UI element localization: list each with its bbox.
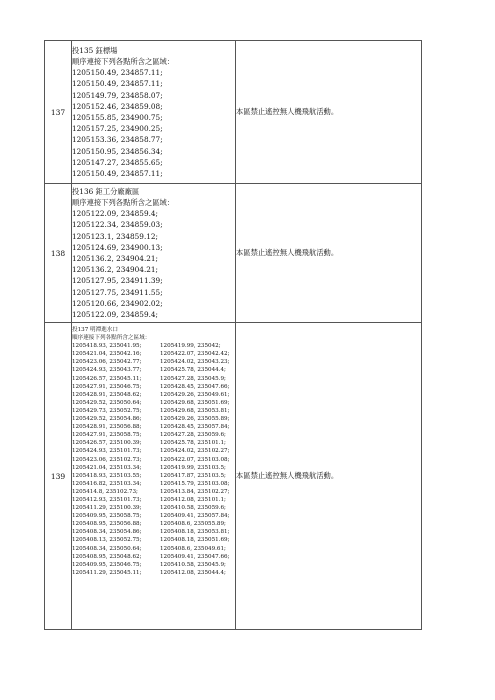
coordinate-point: 1205417.87, 235103.5; <box>160 472 226 479</box>
coordinate-point: 1205157.25, 234900.25; <box>72 124 163 134</box>
coordinate-point: 1205408.6, 235055.89; <box>160 521 226 528</box>
row-number: 137 <box>45 41 72 184</box>
area-name: 投135 鈺標場 <box>72 45 118 55</box>
coordinate-point: 1205419.99, 235103.5; <box>160 464 226 471</box>
coordinate-point: 1205427.28, 235059.6; <box>160 432 226 439</box>
coordinate-point: 1205423.06, 235042.77; <box>72 359 142 366</box>
coordinate-point: 1205422.07, 235042.42; <box>160 351 230 358</box>
row-number: 138 <box>45 184 72 323</box>
coordinate-point: 1205150.95, 234856.34; <box>72 146 163 156</box>
coordinate-point: 1205428.45, 235047.66; <box>160 383 230 390</box>
coordinate-point: 1205422.07, 235103.08; <box>160 456 230 463</box>
coordinate-point: 1205409.95, 235046.75; <box>72 561 142 568</box>
coordinate-point: 1205122.34, 234859.03; <box>72 220 163 230</box>
coordinate-point: 1205424.93, 235043.77; <box>72 367 142 374</box>
coordinate-point: 1205428.45, 235057.84; <box>160 424 230 431</box>
coordinate-point: 1205429.26, 235055.89; <box>160 416 230 423</box>
zone-table <box>44 40 422 630</box>
coordinate-point: 1205412.08, 235101.1; <box>160 496 226 503</box>
coordinate-point: 1205429.68, 235051.69; <box>160 399 230 406</box>
coordinate-point: 1205415.79, 235103.08; <box>160 480 230 487</box>
coordinate-point: 1205120.66, 234902.02; <box>72 298 163 308</box>
coordinate-point: 1205152.46, 234859.08; <box>72 101 163 111</box>
coordinate-point: 1205153.36, 234858.77; <box>72 135 163 145</box>
area-name: 投136 鉅工分廠廠區 <box>72 186 140 196</box>
coordinate-point: 1205429.73, 235052.75; <box>72 407 142 414</box>
area-instruction: 順序連接下列各點所含之區域： <box>72 197 175 207</box>
coordinate-point: 1205408.13, 235052.75; <box>72 537 142 544</box>
coordinate-point: 1205411.29, 235045.11; <box>72 569 142 576</box>
coordinate-point: 1205424.02, 235043.23; <box>160 359 230 366</box>
coordinate-point: 1205425.78, 235044.4; <box>160 367 226 374</box>
coordinate-point: 1205408.95, 235048.62; <box>72 553 142 560</box>
coordinate-point: 1205412.08, 235044.4; <box>160 569 226 576</box>
coordinate-point: 1205412.93, 235101.73; <box>72 496 142 503</box>
coordinate-point: 1205429.52, 235054.86; <box>72 416 142 423</box>
coordinate-point: 1205149.79, 234858.07; <box>72 90 163 100</box>
coordinate-point: 1205419.99, 235042; <box>160 343 221 350</box>
coordinate-point: 1205408.18, 235053.81; <box>160 529 230 536</box>
coordinate-point: 1205427.28, 235045.9; <box>160 375 226 382</box>
coordinate-point: 1205408.18, 235051.69; <box>160 537 230 544</box>
coordinate-point: 1205418.93, 235103.55; <box>72 472 142 479</box>
area-description <box>72 184 236 323</box>
coordinate-point: 1205409.41, 235047.66; <box>160 553 230 560</box>
coordinate-point: 1205410.58, 235059.6; <box>160 505 226 512</box>
restriction-text: 本區禁止遙控無人機飛航活動。 <box>236 184 422 323</box>
coordinate-point: 1205416.82, 235103.34; <box>72 480 142 487</box>
coordinate-point: 1205408.34, 235050.64; <box>72 545 142 552</box>
coordinate-point: 1205427.91, 235058.75; <box>72 432 142 439</box>
row-number: 139 <box>45 323 72 630</box>
table-row <box>45 323 422 630</box>
coordinate-point: 1205136.2, 234904.21; <box>72 265 159 275</box>
coordinate-grid <box>72 342 235 577</box>
restriction-text: 本區禁止遙控無人機飛航活動。 <box>236 41 422 184</box>
table-row <box>45 41 422 184</box>
coordinate-point: 1205408.6, 235049.61; <box>160 545 226 552</box>
coordinate-point: 1205409.41, 235057.84; <box>160 513 230 520</box>
area-name: 投137 明潭進水口 <box>72 327 119 333</box>
coordinate-point: 1205150.49, 234857.11; <box>72 79 163 89</box>
coordinate-point: 1205426.57, 235045.11; <box>72 375 142 382</box>
coordinate-point: 1205414.8, 235102.73; <box>72 488 138 495</box>
coordinate-point: 1205428.91, 235056.88; <box>72 424 142 431</box>
coordinate-point: 1205424.02, 235102.27; <box>160 448 230 455</box>
coordinate-point: 1205423.06, 235102.73; <box>72 456 142 463</box>
coordinate-point: 1205122.09, 234859.4; <box>72 310 159 320</box>
coordinate-point: 1205127.75, 234911.55; <box>72 287 163 297</box>
coordinate-point: 1205411.29, 235100.39; <box>72 505 142 512</box>
coordinate-point: 1205150.49, 234857.11; <box>72 169 163 179</box>
area-instruction: 順序連接下列各點所含之區域： <box>72 335 151 342</box>
coordinate-point: 1205150.49, 234857.11; <box>72 68 163 78</box>
coordinate-point: 1205409.95, 235058.75; <box>72 513 142 520</box>
coordinate-point: 1205421.04, 235042.16; <box>72 351 142 358</box>
table-row <box>45 184 422 323</box>
coordinate-point: 1205421.04, 235103.34; <box>72 464 142 471</box>
coordinate-point: 1205123.1, 234859.12; <box>72 231 159 241</box>
coordinate-point: 1205427.91, 235046.75; <box>72 383 142 390</box>
coordinate-point: 1205124.69, 234900.13; <box>72 242 163 252</box>
coordinate-point: 1205429.52, 235050.64; <box>72 399 142 406</box>
coordinate-point: 1205136.2, 234904.21; <box>72 254 159 263</box>
coordinate-point: 1205408.95, 235056.88; <box>72 521 142 528</box>
coordinate-point: 1205127.95, 234911.39; <box>72 276 163 286</box>
coordinate-point: 1205425.78, 235101.1; <box>160 440 226 447</box>
coordinate-point: 1205408.34, 235054.86; <box>72 529 142 536</box>
coordinate-point: 1205429.68, 235053.81; <box>160 407 230 414</box>
coordinate-point: 1205410.58, 235045.9; <box>160 561 226 568</box>
coordinate-point: 1205413.84, 235102.27; <box>160 488 230 495</box>
coordinate-point: 1205147.27, 234855.65; <box>72 157 163 167</box>
area-instruction: 順序連接下列各點所含之區域： <box>72 56 175 66</box>
coordinate-point: 1205122.09, 234859.4; <box>72 209 159 219</box>
coordinate-point: 1205429.26, 235049.61; <box>160 391 230 398</box>
coordinate-point: 1205418.93, 235041.95; <box>72 343 142 350</box>
coordinate-point: 1205426.57, 235100.39; <box>72 440 142 447</box>
coordinate-point: 1205155.85, 234900.75; <box>72 113 163 122</box>
area-description <box>72 323 236 630</box>
restriction-text: 本區禁止遙控無人機飛航活動。 <box>236 323 422 630</box>
area-description <box>72 41 236 184</box>
coordinate-point: 1205424.93, 235101.73; <box>72 448 142 455</box>
coordinate-point: 1205428.91, 235048.62; <box>72 391 142 398</box>
